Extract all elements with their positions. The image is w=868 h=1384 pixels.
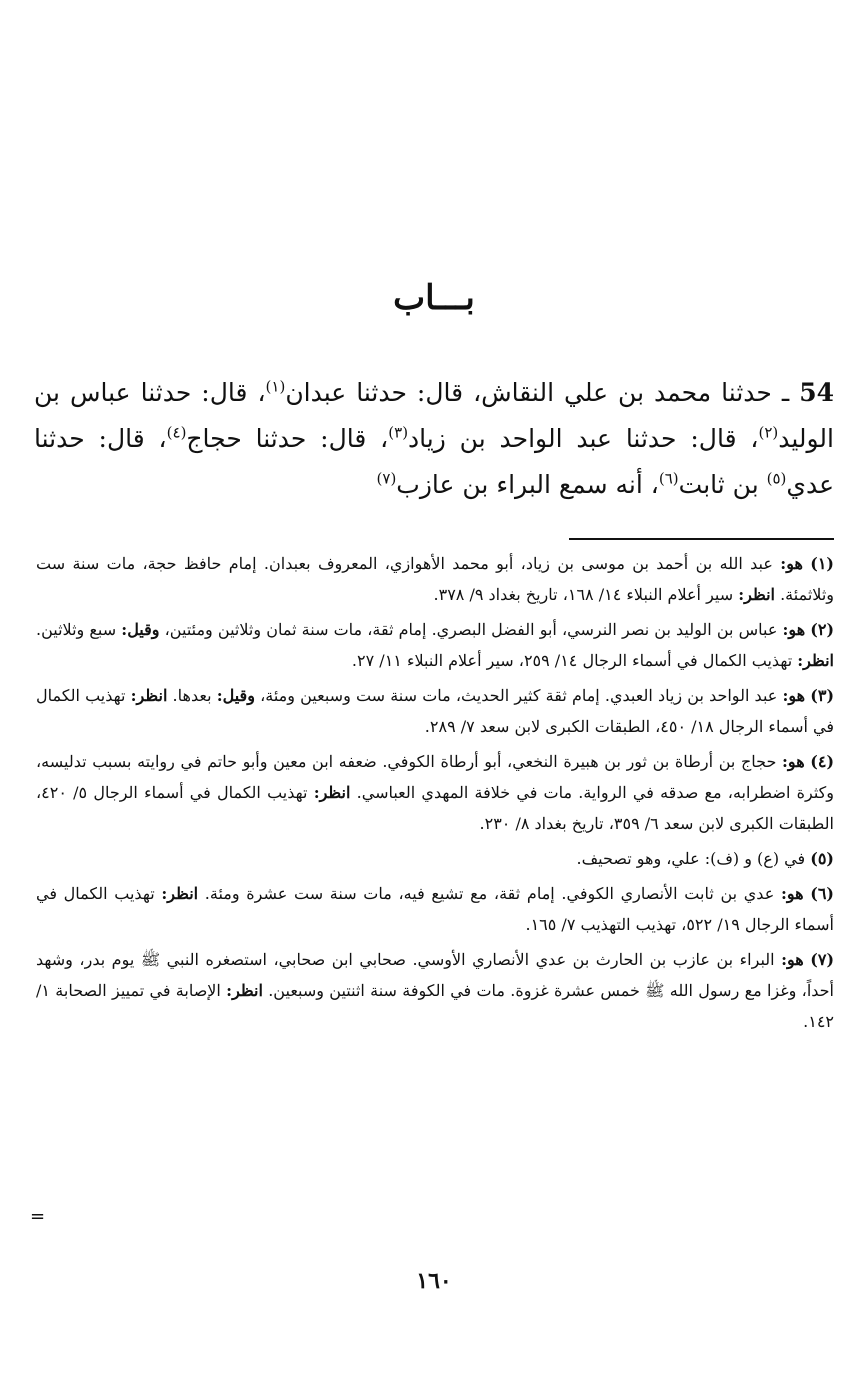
footnote-text: عبد الواحد بن زياد العبدي. إمام ثقة كثير الحديث، مات سنة ست وسبعين ومئة،	[254, 686, 783, 705]
footnote-number: (٣)	[810, 686, 835, 705]
footnote-see-label: انظر:	[797, 651, 834, 670]
footnote-keyword: وقيل:	[121, 620, 160, 639]
footnote-text: البراء بن عازب بن الحارث بن عدي الأنصاري الأوسي. صحابي ابن صحابي، استصغره النبي ﷺ يوم بدر، وشهد أحداً، وغزا مع رسول الله ﷺ خمس عشرة غزوة. مات في الكوفة سنة اثنتين وسبعين.	[36, 950, 835, 1000]
footnote-number: (٢)	[810, 620, 835, 639]
footnote-keyword: هو:	[782, 620, 806, 639]
footnote	[36, 843, 834, 874]
footnote-ref: (٦)	[658, 469, 679, 488]
hadith-separator: ـ	[771, 378, 800, 407]
footnote-separator	[569, 538, 834, 540]
footnote-sources: تهذيب الكمال في أسماء الرجال ١٩/ ٥٢٢، تهذيب التهذيب ٧/ ١٦٥.	[36, 884, 834, 934]
footnote-keyword: هو:	[781, 950, 804, 969]
footnote-ref: (٤)	[166, 423, 187, 442]
hadith-segment: حدثنا محمد بن علي النقاش، قال: حدثنا عبدان	[285, 378, 772, 407]
footnote-number: (٥)	[810, 849, 834, 868]
footnote	[36, 944, 834, 1037]
footnote	[36, 614, 834, 676]
hadith-number: 54	[799, 378, 835, 407]
footnote	[36, 746, 834, 839]
footnote-keyword: وقيل:	[216, 686, 255, 705]
footnote-number: (١)	[810, 554, 834, 573]
page-number: ١٦٠	[416, 1268, 452, 1294]
hadith-segment: ، قال: حدثنا عباس بن الوليد	[34, 378, 834, 453]
footnote-number: (٤)	[810, 752, 835, 771]
footnotes	[36, 548, 834, 1041]
footnote	[36, 878, 834, 940]
footnote-text: عبد الله بن أحمد بن موسى بن زياد، أبو محمد الأهوازي، المعروف بعبدان. إمام حافظ حجة، مات سنة ست وثلاثمئة.	[36, 554, 834, 604]
footnote-text: في (ع) و (ف): علي، وهو تصحيف.	[576, 849, 811, 868]
footnote-see-label: انظر:	[161, 884, 199, 903]
footnote-keyword: هو:	[782, 686, 806, 705]
footnote	[36, 548, 834, 610]
footnote-sources: الإصابة في تمييز الصحابة ١/ ١٤٢.	[36, 981, 834, 1031]
footnote-ref: (٣)	[388, 423, 409, 442]
footnote-ref: (٢)	[758, 423, 779, 442]
footnote-see-label: انظر:	[226, 981, 263, 1000]
footnote-see-label: انظر:	[130, 686, 168, 705]
footnote-keyword: هو:	[780, 884, 804, 903]
footnote-sources: تهذيب الكمال في أسماء الرجال ١٤/ ٢٥٩، سير أعلام النبلاء ١١/ ٢٧.	[351, 651, 798, 670]
footnote-text: سبع وثلاثين.	[36, 620, 122, 639]
hadith-paragraph	[34, 370, 834, 508]
footnote-text: حجاج بن أرطاة بن ثور بن هبيرة النخعي، أبو أرطاة الكوفي. ضعفه ابن معين وأبو حاتم في روايته بسبب تدليسه، وكثرة اضطرابه، مع صدقه في الرواية. مات في خلافة المهدي العباسي.	[36, 752, 834, 802]
footnote-sources: سير أعلام النبلاء ١٤/ ١٦٨، تاريخ بغداد ٩/ ٣٧٨.	[433, 585, 739, 604]
footnote-sources: تهذيب الكمال في أسماء الرجال ١٨/ ٤٥٠، الطبقات الكبرى لابن سعد ٧/ ٢٨٩.	[36, 686, 834, 736]
continuation-mark: =	[30, 1206, 46, 1227]
hadith-text	[34, 370, 834, 508]
hadith-segment: بن ثابت	[678, 470, 767, 499]
hadith-segment: ، قال: حدثنا عبد الواحد بن زياد	[408, 424, 759, 453]
hadith-segment: ، أنه سمع البراء بن عازب	[396, 470, 659, 499]
footnote-ref: (٥)	[766, 469, 787, 488]
footnote-ref: (٧)	[376, 469, 397, 488]
footnote-text: بعدها.	[167, 686, 217, 705]
chapter-title: بـــاب	[393, 278, 475, 318]
footnote-text: عدي بن ثابت الأنصاري الكوفي. إمام ثقة، مع تشيع فيه، مات سنة ست عشرة ومئة.	[198, 884, 781, 903]
hadith-segment: ، قال: حدثنا عدي	[34, 424, 834, 499]
footnote-ref: (١)	[265, 377, 286, 396]
footnote-number: (٧)	[810, 950, 835, 969]
footnote	[36, 680, 834, 742]
footnote-text: عباس بن الوليد بن نصر النرسي، أبو الفضل البصري. إمام ثقة، مات سنة ثمان وثلاثين ومئتين،	[159, 620, 783, 639]
footnote-number: (٦)	[810, 884, 834, 903]
footnote-see-label: انظر:	[738, 585, 775, 604]
hadith-segment: ، قال: حدثنا حجاج	[186, 424, 389, 453]
footnote-keyword: هو:	[782, 752, 805, 771]
footnote-sources: تهذيب الكمال في أسماء الرجال ٥/ ٤٢٠، الطبقات الكبرى لابن سعد ٦/ ٣٥٩، تاريخ بغداد ٨/ ٢٣٠.	[36, 783, 834, 833]
footnote-see-label: انظر:	[313, 783, 351, 802]
footnote-keyword: هو:	[780, 554, 803, 573]
